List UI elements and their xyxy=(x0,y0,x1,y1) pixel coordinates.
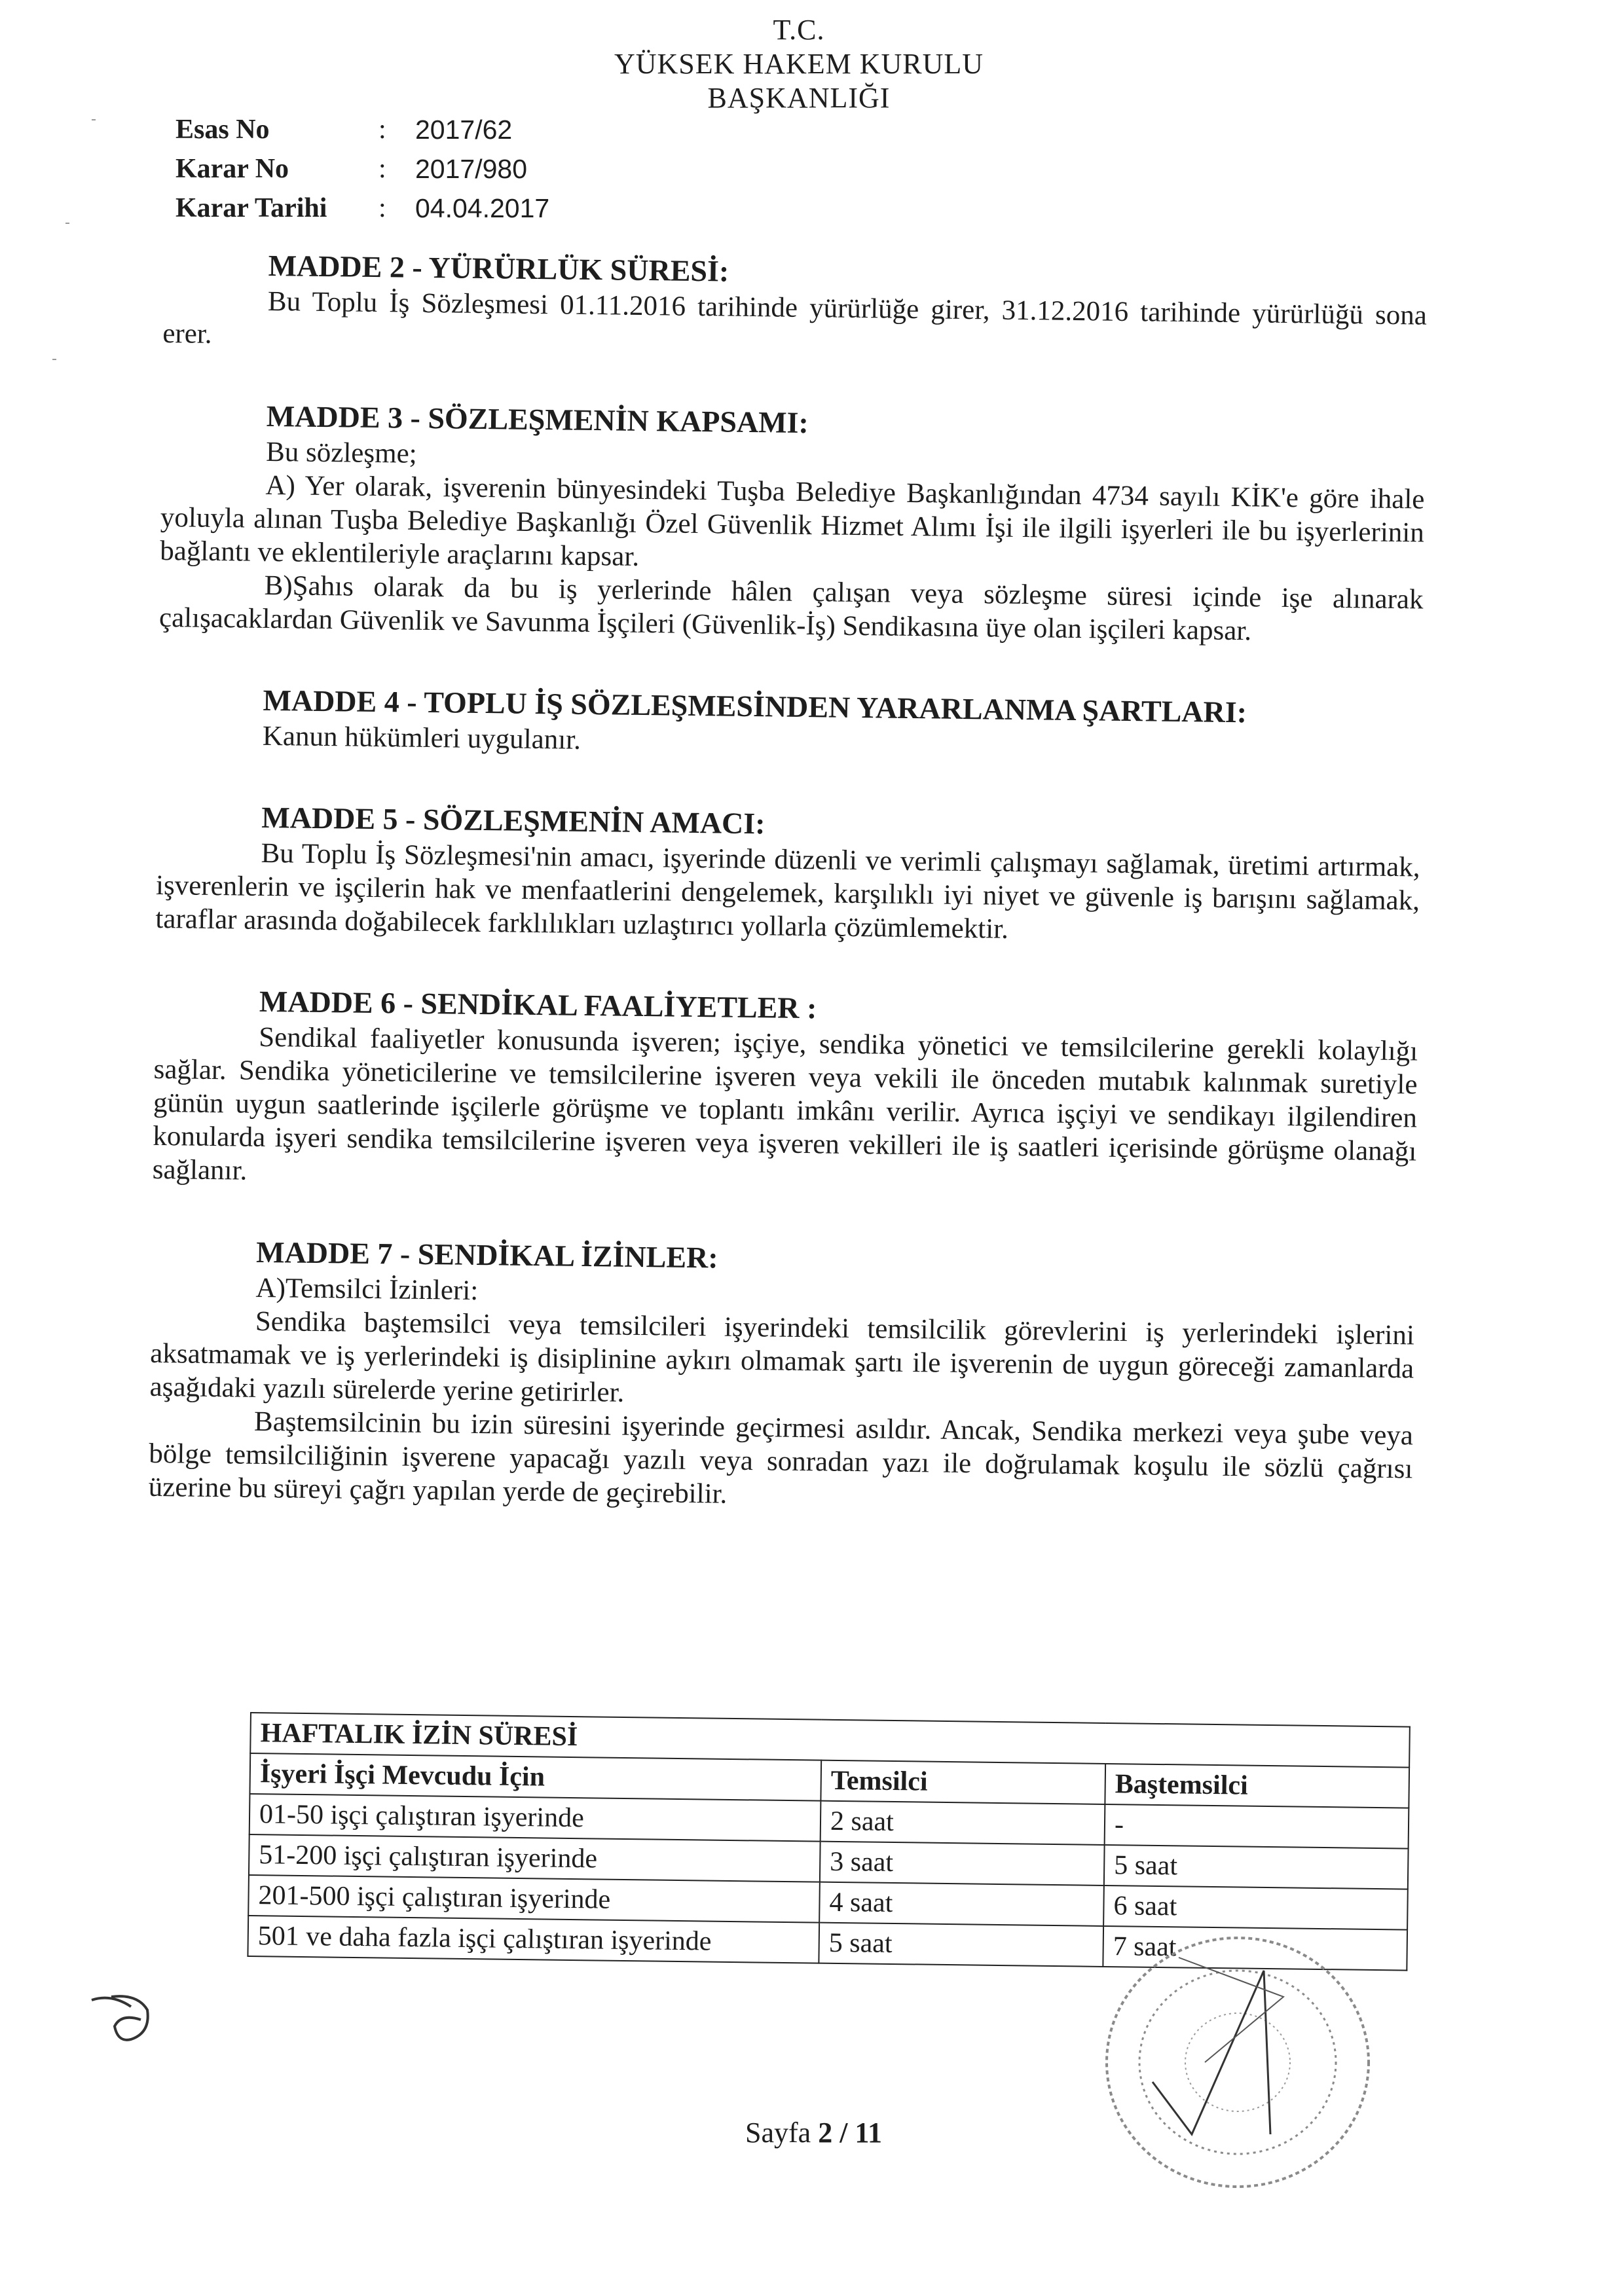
header-cell: Baştemsilci xyxy=(1105,1764,1409,1808)
madde-intro: Bu sözleşme; xyxy=(265,436,417,469)
karar-label: Karar No xyxy=(175,154,289,184)
header-presidency: BAŞKANLIĞI xyxy=(707,82,891,114)
madde-5 xyxy=(155,797,1420,951)
margin-mark xyxy=(65,223,69,224)
madde-3 xyxy=(159,396,1426,650)
madde-clause-b: B)Şahıs olarak da bu iş yerlerinde hâlen çalışan veya sözleşme süresi içinde işe alınarak çalışacaklardan Güvenlik ve Savunma İşçileri (Güvenlik-İş) Sendikasına üye olan işçileri kapsar. xyxy=(158,570,1424,647)
table-cell: 7 saat xyxy=(1103,1926,1407,1971)
madde-title: MADDE 2 - YÜRÜRLÜK SÜRESİ: xyxy=(268,248,729,288)
table-cell: 51-200 işçi çalıştıran işyerinde xyxy=(249,1834,821,1882)
esas-label: Esas No xyxy=(175,115,270,145)
table-cell: - xyxy=(1105,1804,1409,1849)
madde-text: Bu Toplu İş Sözleşmesi'nin amacı, işyerinde düzenli ve verimli çalışmayı sağlamak, üretimi artırmak, işverenlerin ve işçilerin hak ve menfaatlerini dengelemek, karşılıklı iyi niyet ve güvenle iş barışını sağlamak, taraflar arasında doğabilecek farklılıkları uzlaştırıcı yollarla çözümlemektir. xyxy=(155,837,1420,945)
madde-text: Sendikal faaliyetler konusunda işveren; işçiye, sendika yönetici ve temsilcilerine gerekli kolaylığı sağlar. Sendika yöneticilerine ve temsilcilerine işveren veya vekili ile önceden mutabık kalınmak suretiyle günün uygun saatlerinde işçilerle görüşme ve toplantı imkânı verilir. Ayrıca işçiyi ve sendikayı ilgilendiren konularda işyeri sendika temsilcilerine işveren veya işveren vekilleri ile iş saatleri içerisinde görüşme olanağı sağlanır. xyxy=(152,1021,1418,1186)
official-seal-stamp xyxy=(1087,1918,1388,2206)
tarih-label: Karar Tarihi xyxy=(175,193,327,223)
madde-4 xyxy=(158,680,1422,767)
table-cell: 6 saat xyxy=(1103,1886,1408,1930)
page-current: 2 / 11 xyxy=(818,2117,882,2149)
table-cell: 2 saat xyxy=(821,1801,1105,1845)
header-tc: T.C. xyxy=(773,14,825,46)
margin-mark xyxy=(52,359,56,360)
madde-6 xyxy=(152,981,1418,1202)
madde-subtitle: A)Temsilci İzinleri: xyxy=(255,1272,479,1306)
madde-title: MADDE 7 - SENDİKAL İZİNLER: xyxy=(255,1235,718,1275)
institution-header xyxy=(589,13,1008,115)
tarih-row xyxy=(175,189,549,228)
madde-title: MADDE 4 - TOPLU İŞ SÖZLEŞMESİNDEN YARARLANMA ŞARTLARI: xyxy=(263,683,1247,729)
table-cell: 01-50 işçi çalıştıran işyerinde xyxy=(249,1794,821,1842)
header-institution: YÜKSEK HAKEM KURULU xyxy=(614,48,984,80)
colon: : xyxy=(378,115,386,145)
karar-row xyxy=(175,149,549,189)
header-cell: İşyeri İşçi Mevcudu İçin xyxy=(249,1753,821,1801)
page-prefix: Sayfa xyxy=(745,2117,819,2149)
madde-text: Bu Toplu İş Sözleşmesi 01.11.2016 tarihinde yürürlüğe girer, 31.12.2016 tarihinde yürürlüğü sona erer. xyxy=(162,285,1428,350)
table-cell: 501 ve daha fazla işçi çalıştıran işyerinde xyxy=(248,1916,819,1963)
madde-title: MADDE 6 - SENDİKAL FAALİYETLER : xyxy=(259,984,817,1025)
madde-7 xyxy=(149,1232,1416,1520)
madde-paragraph: Sendika baştemsilci veya temsilcileri işyerindeki temsilcilik görevlerini iş yerlerindeki işlerini aksatmamak ve iş yerlerindeki iş disiplinine aykırı olmamak şartı ile işverenin de uygun göreceği zamanlarda aşağıdaki yazılı sürelerde yerine getirirler. xyxy=(149,1305,1415,1408)
table-cell: 3 saat xyxy=(820,1842,1105,1886)
karar-value: 2017/980 xyxy=(415,154,528,184)
table-cell: 5 saat xyxy=(819,1923,1103,1967)
madde-2 xyxy=(162,246,1428,366)
header-cell: Temsilci xyxy=(821,1760,1105,1804)
esas-value: 2017/62 xyxy=(415,115,513,145)
esas-row xyxy=(175,110,549,149)
colon: : xyxy=(378,154,386,184)
tarih-value: 04.04.2017 xyxy=(415,193,550,223)
table-title: HAFTALIK İZİN SÜRESİ xyxy=(250,1713,1410,1768)
document-body xyxy=(148,246,1428,1565)
page-number xyxy=(745,2116,882,2149)
margin-mark xyxy=(92,119,96,120)
case-meta xyxy=(175,110,549,228)
initials-signature xyxy=(85,1980,170,2052)
madde-title: MADDE 3 - SÖZLEŞMENİN KAPSAMI: xyxy=(266,399,809,440)
madde-title: MADDE 5 - SÖZLEŞMENİN AMACI: xyxy=(261,800,766,841)
table-cell: 5 saat xyxy=(1104,1845,1409,1889)
table-cell: 4 saat xyxy=(819,1882,1104,1926)
madde-text: Kanun hükümleri uygulanır. xyxy=(262,720,581,756)
table-cell: 201-500 işçi çalıştıran işyerinde xyxy=(248,1875,820,1923)
madde-paragraph: Baştemsilcinin bu izin süresini işyerinde geçirmesi asıldır. Ancak, Sendika merkezi veya şube veya bölge temsilciliğinin işverene yapacağı yazılı veya sonradan yazı ile doğrulamak koşulu ile sözlü çağrısı üzerine bu süreyi çağrı yapılan yerde de geçirebilir. xyxy=(148,1406,1414,1510)
colon: : xyxy=(378,193,386,223)
madde-clause-a: A) Yer olarak, işverenin bünyesindeki Tuşba Belediye Başkanlığından 4734 sayılı KİK'e göre ihale yoluyla alınan Tuşba Belediye Başkanlığı Özel Güvenlik Hizmet Alımı İşi ile ilgili işyerleri ile bu işyerlerinin bağlantı ve eklentileriyle araçlarını kapsar. xyxy=(160,469,1425,572)
